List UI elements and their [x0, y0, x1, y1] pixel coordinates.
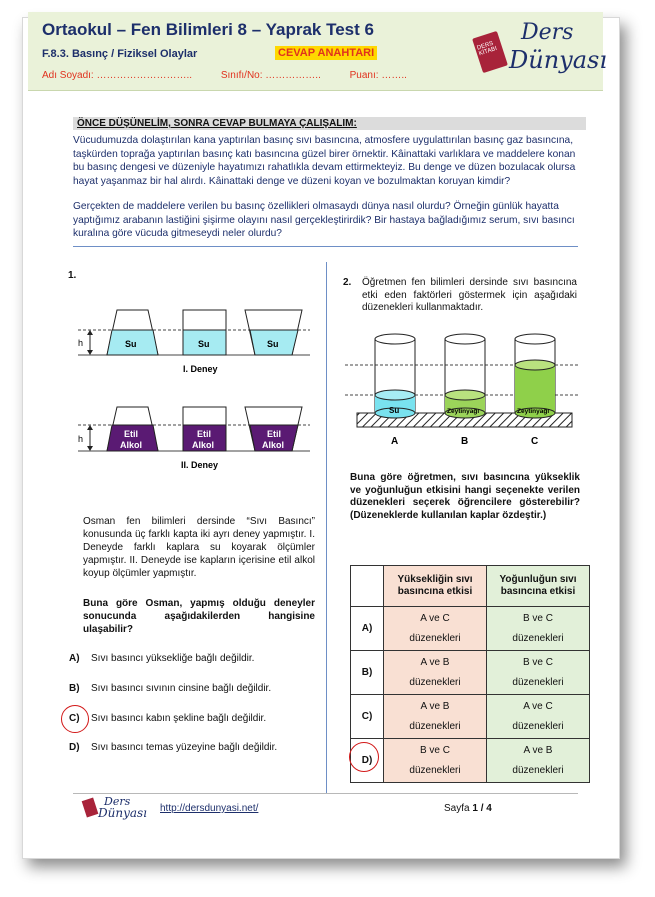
q1-experiment-figure: [70, 300, 310, 475]
question-1-text: Osman fen bilimleri dersinde “Sıvı Basıncı” konusunda üç farklı kapta iki ayrı deney yapmıştır. I. Deneyde farklı kaplara su koyarak ölçümler yapmıştır. II. Deneyde ise kapların içerisine etil alkol koyup ölçümler yapmıştır.: [83, 516, 315, 579]
liquid-label: Zeytinyağı: [447, 408, 480, 415]
intro-heading: ÖNCE DÜŞÜNELİM, SONRA CEVAP BULMAYA ÇALIŞALIM:: [73, 117, 586, 130]
question-2-prompt: Buna göre öğretmen, sıvı basıncına yükseklik ve yoğunluğun etkisini hangi seçenekte verilen düzenekleri seçerek öğrencilere gösterebilir? (Düzeneklerde kullanılan kaplar özdeştir.): [350, 472, 580, 521]
header: [28, 12, 608, 91]
experiment-2-label: II. Deney: [181, 460, 219, 470]
subtitle: F.8.3. Basınç / Fiziksel Olaylar: [42, 48, 198, 60]
question-1-prompt: Buna göre Osman, yapmış olduğu deneyler sonucunda aşağıdakilerden hangisine ulaşabilir?: [83, 598, 315, 635]
q1-option-a[interactable]: A) Sıvı basıncı yüksekliğe bağlı değildir.: [69, 653, 255, 664]
liquid-label: Su: [389, 406, 400, 415]
q2-option-d[interactable]: D) B ve C düzenekleri A ve B düzenekleri: [351, 739, 590, 783]
svg-text:Etil: Etil: [124, 429, 139, 439]
h-label: h: [78, 338, 84, 348]
h-label: h: [78, 434, 84, 444]
book-icon: [82, 798, 99, 818]
liquid-label: Su: [125, 339, 137, 349]
question-2-text: Öğretmen fen bilimleri dersinde sıvı basıncına etki eden faktörleri göstermek için aşağıdaki düzenekleri kullanmaktadır.: [362, 277, 577, 313]
page-title: Ortaokul – Fen Bilimleri 8 – Yaprak Test 6: [42, 20, 374, 39]
svg-text:Alkol: Alkol: [192, 440, 215, 450]
container-a-label: A: [391, 436, 399, 447]
svg-text:Alkol: Alkol: [120, 440, 143, 450]
logo-text-bottom: Dünyası: [509, 46, 608, 74]
q1-option-b[interactable]: B) Sıvı basıncı sıvının cinsine bağlı değildir.: [69, 683, 272, 694]
book-icon: DERS KİTABI: [472, 31, 508, 73]
table-header-height: Yüksekliğin sıvı basıncına etkisi: [384, 566, 487, 607]
q1-option-d[interactable]: D) Sıvı basıncı temas yüzeyine bağlı değildir.: [69, 742, 278, 753]
correct-answer-circle: [349, 742, 379, 772]
answer-key-badge: CEVAP ANAHTARI: [275, 46, 377, 60]
footer-link[interactable]: http://dersdunyasi.net/: [160, 803, 259, 814]
column-divider: [326, 262, 327, 794]
logo-text-top: Ders: [521, 20, 574, 45]
table-header-density: Yoğunluğun sıvı basıncına etkisi: [487, 566, 590, 607]
footer-divider: [73, 793, 578, 794]
svg-text:Alkol: Alkol: [262, 440, 285, 450]
q2-option-b[interactable]: B) A ve B düzenekleri B ve C düzenekleri: [351, 651, 590, 695]
experiment-1-label: I. Deney: [183, 364, 218, 374]
liquid-label: Su: [198, 339, 210, 349]
name-field: Adı Soyadı: ………………………..: [42, 70, 193, 81]
correct-answer-circle: [61, 705, 89, 733]
question-2-number: 2.: [343, 277, 352, 288]
container-b-label: B: [461, 436, 469, 447]
q1-option-c[interactable]: C) Sıvı basıncı kabın şekline bağlı değildir.: [69, 713, 267, 724]
page-number: Sayfa 1 / 4: [444, 803, 492, 814]
divider: [73, 246, 578, 247]
liquid-label: Zeytinyağı: [517, 408, 550, 415]
intro-paragraph-2: Gerçekten de maddelere verilen bu basınç özellikleri olmasaydı dünya nasıl olurdu? Örneğin günlük hayatta yaptığımız arabanın lastiğini şişirme olayını nasıl gerçekleştirirdik? Bir hastaya bağladığımız serum, sıvı basıncı kuralına göre vücuda gitmeseydi neler olurdu?: [73, 201, 575, 239]
footer-logo: Ders Dünyası: [82, 795, 152, 821]
oil-fill: [515, 365, 555, 413]
question-1-number: 1.: [68, 270, 77, 281]
score-field: Puanı: ……..: [349, 70, 407, 81]
q2-container-figure: [345, 325, 580, 450]
answer-table: [350, 565, 590, 783]
ders-dunyasi-logo: [465, 18, 608, 84]
student-fields: [42, 70, 433, 81]
class-field: Sınıfı/No: ……………..: [220, 70, 321, 81]
svg-text:Etil: Etil: [267, 429, 282, 439]
intro-paragraph-1: Vücudumuzda dolaştırılan kana yaptırılan basınç sıvı basıncına, atmosfere uygulattırılan basınç gaz basıncına, taşkürden toprağa yaptırılan basınç katı basıncına güzel birer örnektir. Kâinattaki varlıklara ve maddelere konan bu basınç dengesi ve düzeniyle hayatımızı rahatlıkla devam ettirmekteyiz. Bu denge ve düzen bozulacak olursa hayat yaşanmaz bir hal alırdı. Kâinattaki denge ve düzeni koyan ve bozulmaktan koruyan kimdir?: [73, 135, 576, 187]
q2-option-a[interactable]: A) A ve C düzenekleri B ve C düzenekleri: [351, 607, 590, 651]
liquid-label: Su: [267, 339, 279, 349]
svg-text:Etil: Etil: [197, 429, 212, 439]
q2-option-c[interactable]: C) A ve B düzenekleri A ve C düzenekleri: [351, 695, 590, 739]
container-c-label: C: [531, 436, 539, 447]
